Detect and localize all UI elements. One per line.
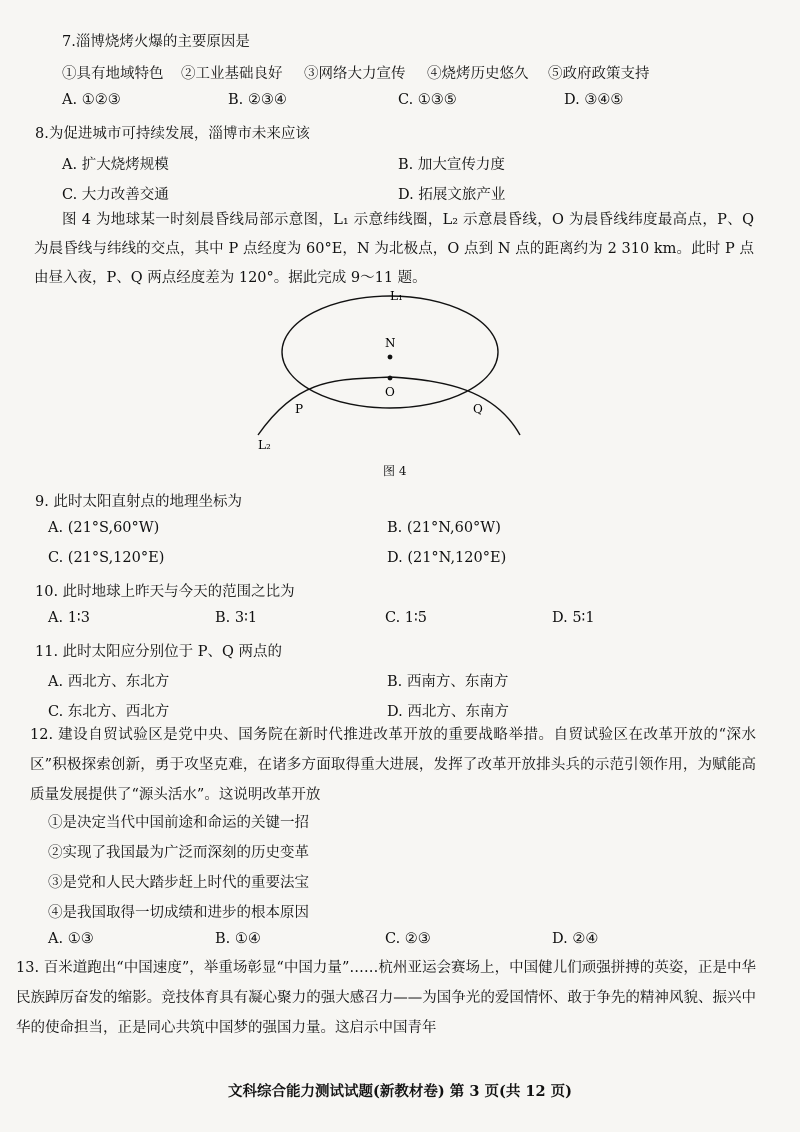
q12-item-1: ①是决定当代中国前途和命运的关键一招 — [48, 815, 309, 831]
page-footer: 文科综合能力测试试题(新教材卷) 第 3 页(共 12 页) — [228, 1083, 572, 1100]
q8-stem: 8.为促进城市可持续发展，淄博市未来应该 — [35, 126, 310, 142]
q9-option-c: C. (21°S,120°E) — [48, 550, 165, 566]
point-o — [388, 376, 393, 381]
q10-option-d: D. 5∶1 — [552, 610, 595, 626]
q10-stem: 10. 此时地球上昨天与今天的范围之比为 — [35, 584, 295, 600]
figure-4-diagram — [240, 285, 540, 455]
q10-option-a: A. 1∶3 — [48, 610, 90, 626]
q8-option-a: A. 扩大烧烤规模 — [62, 157, 169, 173]
q7-option-c: C. ①③⑤ — [398, 92, 457, 108]
q11-stem: 11. 此时太阳应分别位于 P、Q 两点的 — [35, 644, 283, 660]
label-o: O — [385, 385, 395, 399]
q8-option-b: B. 加大宣传力度 — [398, 157, 505, 173]
figure-intro-paragraph: 图 4 为地球某一时刻晨昏线局部示意图，L₁ 示意纬线圈，L₂ 示意晨昏线，O 为晨昏线纬度最高点，P、Q 为晨昏线与纬线的交点，其中 P 点经度为 60°E，N 为北极点，O 点到 N 点的距离约为 2 310 km。此时 P 点由昼入夜，P、Q 两点经度差为 120°。据此完成 9～11 题。 — [34, 212, 754, 286]
q13-stem: 13. 百米道跑出“中国速度”，举重场彰显“中国力量”……杭州亚运会赛场上，中国健儿们顽强拼搏的英姿，正是中华民族踔厉奋发的缩影。竞技体育具有凝心聚力的强大感召力——为国争光的爱国情怀、敢于争先的精神风貌、振兴中华的使命担当，正是同心共筑中国梦的强国力量。这启示中国青年 — [16, 960, 756, 1036]
q7-item-4: ④烧烤历史悠久 — [427, 66, 529, 82]
q7-item-3: ③网络大力宣传 — [304, 66, 406, 82]
q7-option-d: D. ③④⑤ — [564, 92, 624, 108]
q11-option-b: B. 西南方、东南方 — [387, 674, 509, 690]
q12-item-4: ④是我国取得一切成绩和进步的根本原因 — [48, 905, 309, 921]
q8-option-c: C. 大力改善交通 — [62, 187, 169, 203]
q12-option-b: B. ①④ — [215, 931, 261, 947]
q12-item-3: ③是党和人民大踏步赶上时代的重要法宝 — [48, 875, 309, 891]
q7-stem: 7.淄博烧烤火爆的主要原因是 — [62, 34, 250, 50]
q7-item-1: ①具有地域特色 — [62, 66, 164, 82]
q11-option-d: D. 西北方、东南方 — [387, 704, 509, 720]
label-n: N — [385, 336, 396, 350]
figure-caption: 图 4 — [383, 464, 407, 478]
label-l2: L₂ — [258, 438, 271, 452]
q9-option-d: D. (21°N,120°E) — [387, 550, 507, 566]
q7-option-b: B. ②③④ — [228, 92, 287, 108]
q7-option-a: A. ①②③ — [62, 92, 121, 108]
q8-option-d: D. 拓展文旅产业 — [398, 187, 506, 203]
label-p: P — [295, 402, 304, 416]
q9-stem: 9. 此时太阳直射点的地理坐标为 — [35, 494, 242, 510]
north-pole-point — [388, 355, 393, 360]
q9-option-b: B. (21°N,60°W) — [387, 520, 501, 536]
q11-option-c: C. 东北方、西北方 — [48, 704, 170, 720]
q12-item-2: ②实现了我国最为广泛而深刻的历史变革 — [48, 845, 309, 861]
q12-option-c: C. ②③ — [385, 931, 431, 947]
q7-item-5: ⑤政府政策支持 — [548, 66, 650, 82]
q11-option-a: A. 西北方、东北方 — [48, 674, 170, 690]
q9-option-a: A. (21°S,60°W) — [48, 520, 160, 536]
q12-stem: 12. 建设自贸试验区是党中央、国务院在新时代推进改革开放的重要战略举措。自贸试验区在改革开放的“深水区”积极探索创新，勇于攻坚克难，在诸多方面取得重大进展，发挥了改革开放排头兵的示范引领作用，为赋能高质量发展提供了“源头活水”。这说明改革开放 — [30, 727, 756, 803]
q10-option-b: B. 3∶1 — [215, 610, 258, 626]
label-q: Q — [473, 402, 483, 416]
label-l1: L₁ — [390, 289, 403, 303]
q10-option-c: C. 1∶5 — [385, 610, 428, 626]
q12-option-a: A. ①③ — [48, 931, 94, 947]
q7-item-2: ②工业基础良好 — [181, 66, 283, 82]
q12-option-d: D. ②④ — [552, 931, 599, 947]
